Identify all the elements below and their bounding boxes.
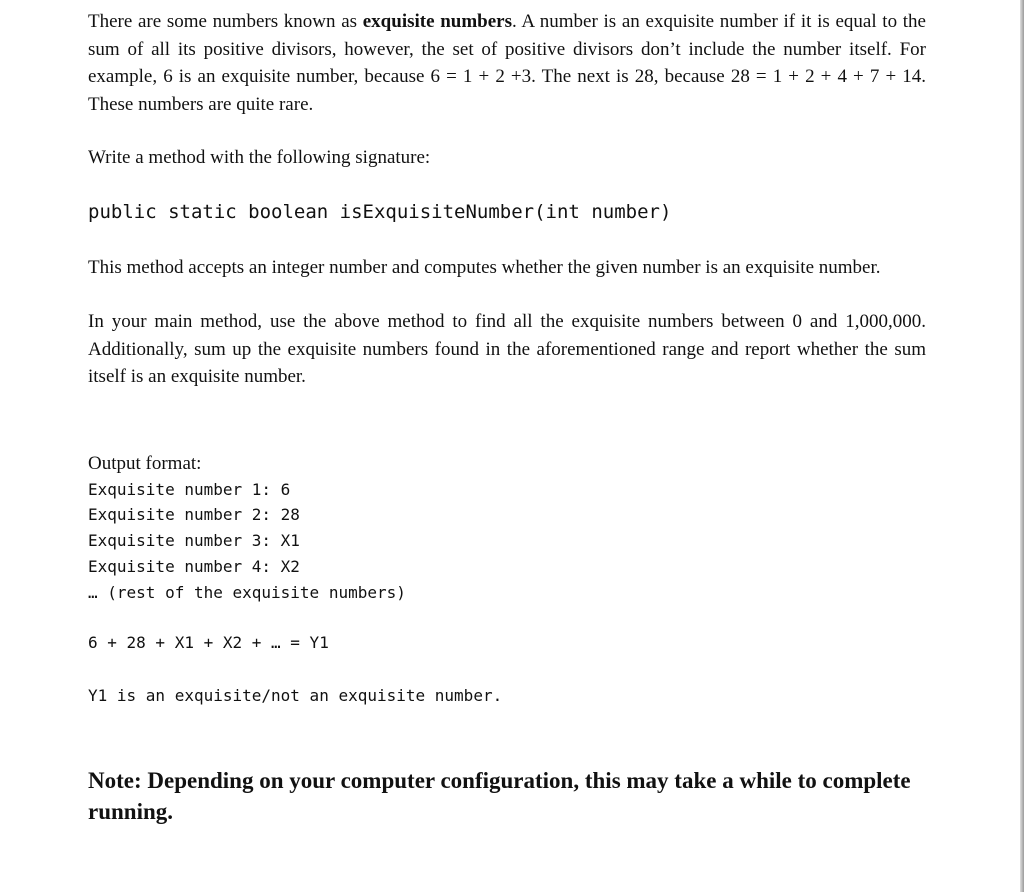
output-format-label: Output format: (88, 452, 202, 474)
output-line: Exquisite number 1: 6 (88, 479, 291, 499)
intro-term: exquisite numbers (362, 11, 513, 32)
write-prompt: Write a method with the following signature: (88, 147, 431, 168)
output-line: Exquisite number 4: X2 (88, 556, 300, 576)
intro-paragraph (88, 8, 926, 118)
page-edge (1020, 0, 1024, 892)
method-signature: public static boolean isExquisiteNumber(int number) (88, 200, 672, 223)
output-line: Exquisite number 2: 28 (88, 505, 300, 525)
document-body (88, 8, 926, 827)
main-description: In your main method, use the above method to find all the exquisite numbers between 0 and 1,000,000. Additionally, sum up the exquisite numbers found in the aforementioned range and report whether the sum itself is an exquisite number. (88, 311, 926, 387)
note: Note: Depending on your computer configuration, this may take a while to complete running. (88, 768, 911, 825)
output-line: … (rest of the exquisite numbers) (88, 582, 406, 602)
sum-line: 6 + 28 + X1 + X2 + … = Y1 (88, 633, 329, 653)
output-line: Exquisite number 3: X1 (88, 531, 300, 551)
output-lines (88, 477, 926, 606)
intro-text-after: . A number is an exquisite number if it is equal to the sum of all its positive divisors, however, the set of positive divisors don’t include the number itself. For example, 6 is an exquisite number, because 6 = 1 + 2 +3. The next is 28, because 28 = 1 + 2 + 4 + 7 + 14. These numbers are quite rare. (88, 11, 926, 115)
result-line: Y1 is an exquisite/not an exquisite number. (88, 686, 503, 706)
method-description: This method accepts an integer number and computes whether the given number is an exquisite number. (88, 256, 881, 278)
intro-text-before: There are some numbers known as (88, 11, 363, 32)
